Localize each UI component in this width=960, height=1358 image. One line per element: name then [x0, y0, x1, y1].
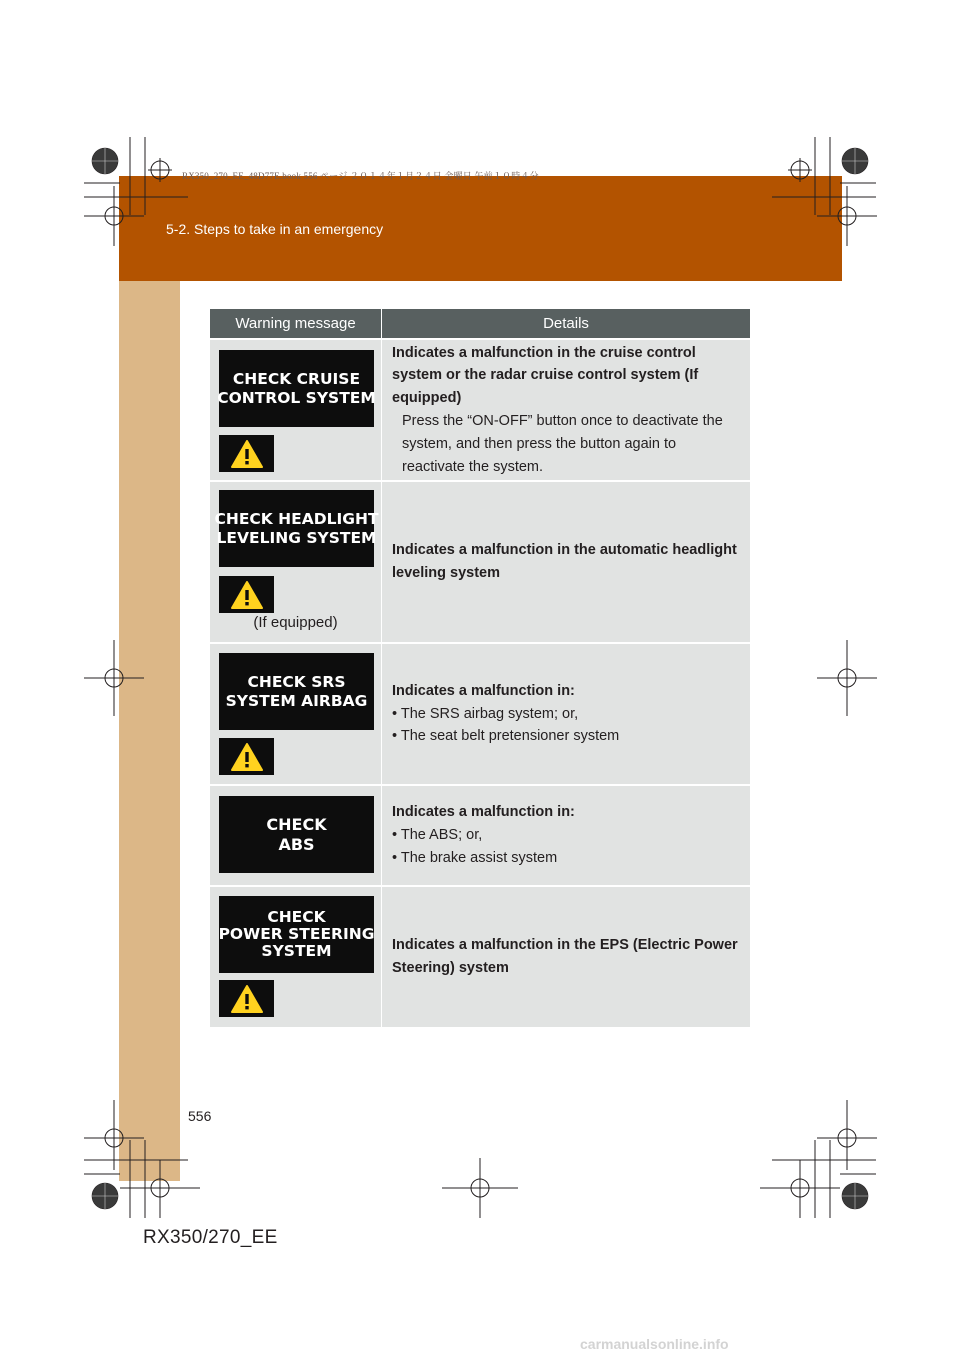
- display-line: CHECK HEADLIGHT: [214, 509, 379, 528]
- if-equipped-note: (If equipped): [253, 614, 338, 631]
- display-line: SYSTEM AIRBAG: [225, 691, 368, 710]
- details-bullet: • The brake assist system: [392, 849, 558, 866]
- warning-message-cell: [210, 481, 382, 643]
- warning-triangle-icon: [219, 738, 274, 775]
- display-message: [214, 490, 379, 567]
- display-line: CHECK CRUISE: [232, 369, 361, 388]
- details-cell: [382, 481, 751, 643]
- display-message: [219, 796, 374, 873]
- watermark: carmanualsonline.info: [580, 1336, 729, 1352]
- display-line: SYSTEM: [261, 942, 332, 961]
- display-line: LEVELING SYSTEM: [216, 528, 377, 547]
- details-title: Indicates a malfunction in:: [392, 682, 575, 699]
- details-title: Indicates a malfunction in the automatic headlight leveling system: [392, 542, 737, 581]
- warning-triangle-icon: [219, 576, 274, 613]
- warning-message-cell: [210, 643, 382, 785]
- details-cell: [382, 643, 751, 785]
- table-row: [210, 886, 750, 1027]
- details-bullet: • The SRS airbag system; or,: [392, 705, 579, 722]
- details-cell: [382, 339, 751, 481]
- display-message: [219, 350, 374, 427]
- details-bullet: • The ABS; or,: [392, 827, 483, 844]
- display-line: POWER STEERING: [218, 924, 375, 943]
- table-row: [210, 643, 750, 785]
- warning-triangle-icon: [219, 435, 274, 472]
- details-cell: [382, 886, 751, 1027]
- details-title: Indicates a malfunction in the EPS (Electric Power Steering) system: [392, 937, 738, 976]
- column-header-details: Details: [382, 309, 751, 339]
- display-line: ABS: [278, 834, 315, 854]
- column-header-warning-message: Warning message: [210, 309, 382, 339]
- details-instruction: Press the “ON-OFF” button once to deactivate the system, and then press the button again to reactivate the system.: [402, 413, 723, 475]
- details-title: Indicates a malfunction in the cruise control system or the radar cruise control system (If equipped): [392, 344, 699, 407]
- warning-message-cell: [210, 785, 382, 886]
- details-text: [382, 342, 750, 479]
- details-text: [382, 680, 750, 748]
- display-line: CONTROL SYSTEM: [217, 388, 376, 407]
- details-bullet: • The seat belt pretensioner system: [392, 728, 620, 745]
- table-row: [210, 785, 750, 886]
- display-line: CHECK SRS: [247, 672, 346, 691]
- details-cell: [382, 785, 751, 886]
- display-line: CHECK: [266, 815, 327, 835]
- book-info-line: RX350_270_EE_48D77E.book 556 ページ ２０１４年１月２４日 金曜日 午前１０時４分: [182, 171, 539, 181]
- page-number: 556: [188, 1108, 212, 1124]
- details-text: [382, 801, 750, 869]
- details-title: Indicates a malfunction in:: [392, 804, 575, 821]
- details-text: [382, 539, 750, 585]
- table-row: [210, 481, 750, 643]
- display-line: CHECK: [267, 907, 326, 926]
- display-message: [219, 653, 374, 730]
- warning-message-cell: [210, 339, 382, 481]
- warning-message-cell: [210, 886, 382, 1027]
- table-header-row: [210, 309, 750, 339]
- table-row: [210, 339, 750, 481]
- footer-model: RX350/270_EE: [143, 1227, 278, 1248]
- display-message: [219, 896, 374, 973]
- section-title: 5-2. Steps to take in an emergency: [166, 221, 384, 237]
- warning-triangle-icon: [219, 980, 274, 1017]
- warning-message-table: [210, 309, 750, 1027]
- details-text: [382, 934, 750, 980]
